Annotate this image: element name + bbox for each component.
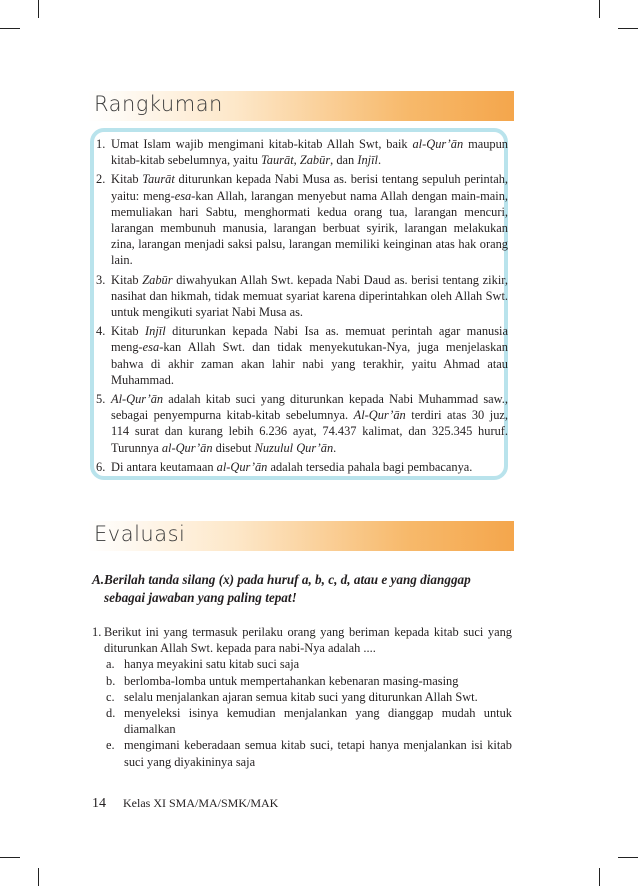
crop-mark bbox=[38, 0, 39, 18]
summary-text-run: Kitab bbox=[111, 172, 143, 187]
summary-text-run: Injīl bbox=[357, 153, 378, 168]
summary-text-run: -kan Allah Swt. dan tidak menyekutukan-Nya, juga menjelaskan bahwa di akhir zaman akan lahir nabi yang terakhir, yaitu Ahmad atau Muhammad. bbox=[111, 340, 508, 387]
summary-text-run: al-Qur’ān bbox=[216, 459, 268, 474]
option-letter: a. bbox=[106, 657, 115, 672]
option-letter: d. bbox=[106, 706, 116, 721]
summary-item bbox=[96, 459, 508, 475]
crop-mark bbox=[599, 868, 600, 886]
rangkuman-header bbox=[88, 91, 514, 121]
instruction-text: Berilah tanda silang (x) pada huruf a, b, c, d, atau e yang dianggap sebagai jawaban yang paling tepat! bbox=[104, 572, 471, 605]
summary-text-run: esa bbox=[142, 340, 160, 355]
evaluasi-header bbox=[88, 521, 514, 551]
option-text: mengimani keberadaan semua kitab suci, tetapi hanya menjalankan isi kitab suci yang diyakininya saja bbox=[124, 738, 512, 769]
summary-text-run: , bbox=[293, 153, 300, 168]
crop-mark bbox=[38, 868, 39, 886]
summary-text-run: Al-Qur’ān bbox=[111, 392, 164, 407]
summary-item-number: 6. bbox=[96, 459, 106, 474]
summary-text-run: Taurāt bbox=[142, 172, 175, 187]
evaluation-instruction bbox=[92, 571, 512, 607]
option-text: hanya meyakini satu kitab suci saja bbox=[124, 657, 300, 672]
summary-text-run: Umat Islam wajib mengimani kitab-kitab Allah Swt, baik bbox=[111, 137, 413, 151]
summary-text-run: adalah kitab suci yang diturunkan kepada Nabi Muhammad saw., sebagai penyempurna kitab-kitab sebelumnya. bbox=[111, 392, 508, 423]
summary-item bbox=[96, 171, 508, 268]
option-text: selalu menjalankan ajaran semua kitab suci yang diturunkan Allah Swt. bbox=[124, 689, 478, 704]
page-number: 14 bbox=[92, 796, 106, 811]
summary-text-run: esa bbox=[174, 188, 192, 203]
crop-mark bbox=[618, 857, 638, 858]
summary-item bbox=[96, 136, 508, 168]
summary-item-number: 1. bbox=[96, 137, 106, 151]
option-text: menyeleksi isinya kemudian menjalankan yang dianggap mudah untuk diamalkan bbox=[124, 706, 512, 737]
instruction-letter: A. bbox=[92, 572, 105, 587]
question-1 bbox=[92, 624, 512, 770]
summary-text-run: diturunkan kepada Nabi Isa as. memuat perintah agar manusia meng- bbox=[111, 324, 508, 355]
option-b[interactable] bbox=[92, 673, 512, 689]
option-text: berlomba-lomba untuk mempertahankan kebenaran masing-masing bbox=[124, 673, 459, 688]
summary-text-run: al-Qur’ān bbox=[412, 137, 464, 151]
summary-text-run: Kitab bbox=[111, 272, 143, 287]
summary-list bbox=[96, 136, 508, 478]
summary-text-run: Injīl bbox=[145, 324, 166, 339]
page-footer bbox=[92, 796, 278, 812]
summary-text-run: diturunkan kepada Nabi Musa as. berisi tentang sepuluh perintah, yaitu: meng- bbox=[111, 172, 508, 203]
summary-text-run: Zabūr bbox=[299, 153, 331, 168]
summary-text-run: diwahyukan Allah Swt. kepada Nabi Daud as. berisi tentang zikir, nasihat dan hikmah, tidak memuat syariat karena diperintahkan oleh Allah Swt. untuk mengikuti syariat Nabi Musa as. bbox=[111, 272, 508, 320]
summary-text-run: Taurāt bbox=[261, 153, 294, 168]
option-a[interactable] bbox=[92, 656, 512, 672]
evaluasi-title: Evaluasi bbox=[94, 522, 186, 546]
crop-mark bbox=[599, 0, 600, 18]
summary-text-run: disebut bbox=[212, 440, 255, 455]
summary-text-run: Kitab bbox=[111, 324, 146, 339]
question-text: Berikut ini yang termasuk perilaku orang yang beriman kepada kitab suci yang diturunkan Allah Swt. kepada para nabi-Nya adalah .... bbox=[104, 625, 512, 656]
option-d[interactable] bbox=[92, 705, 512, 737]
option-letter: b. bbox=[106, 673, 116, 688]
summary-item bbox=[96, 272, 508, 321]
summary-text-run: . bbox=[378, 153, 382, 168]
question-number: 1. bbox=[92, 625, 102, 639]
summary-item-number: 2. bbox=[96, 172, 106, 187]
summary-text-run: , dan bbox=[330, 153, 358, 168]
summary-item bbox=[96, 323, 508, 388]
summary-text-run: -kan Allah, larangan menyebut nama Allah dengan main-main, memuliakan hari Sabtu, menghormati kedua orang tua, larangan mencuri, larangan membunuh manusia, larangan berbuat syirik, larangan melakukan zina, larangan menjadi saksi palsu, larangan memiliki keinginan atas hak orang lain. bbox=[111, 188, 508, 268]
crop-mark bbox=[0, 28, 20, 29]
summary-text-run: Zabūr bbox=[142, 272, 173, 287]
summary-item-number: 5. bbox=[96, 392, 106, 407]
summary-item-number: 3. bbox=[96, 272, 106, 287]
summary-text-run: terdiri atas 30 juz, 114 surat dan kurang lebih 6.236 ayat, 74.437 kalimat, dan 325.345 huruf. Turunnya bbox=[111, 408, 508, 455]
rangkuman-title: Rangkuman bbox=[94, 92, 223, 116]
summary-item bbox=[96, 391, 508, 456]
summary-item-number: 4. bbox=[96, 324, 106, 339]
summary-text-run: Di antara keutamaan bbox=[111, 459, 217, 474]
book-title: Kelas XI SMA/MA/SMK/MAK bbox=[123, 796, 279, 810]
answer-options bbox=[92, 656, 512, 769]
crop-mark bbox=[618, 28, 638, 29]
summary-text-run: Al-Qur’ān bbox=[353, 408, 406, 423]
summary-text-run: . bbox=[333, 440, 337, 455]
summary-text-run: al-Qur’ān bbox=[161, 440, 213, 455]
option-e[interactable] bbox=[92, 737, 512, 769]
crop-mark bbox=[0, 857, 20, 858]
summary-text-run: Nuzulul Qur’ān bbox=[254, 440, 334, 455]
summary-text-run: maupun kitab-kitab sebelumnya, yaitu bbox=[111, 137, 508, 168]
summary-text-run: adalah tersedia pahala bagi pembacanya. bbox=[267, 459, 473, 474]
option-letter: c. bbox=[106, 689, 115, 704]
option-letter: e. bbox=[106, 738, 115, 753]
option-c[interactable] bbox=[92, 689, 512, 705]
